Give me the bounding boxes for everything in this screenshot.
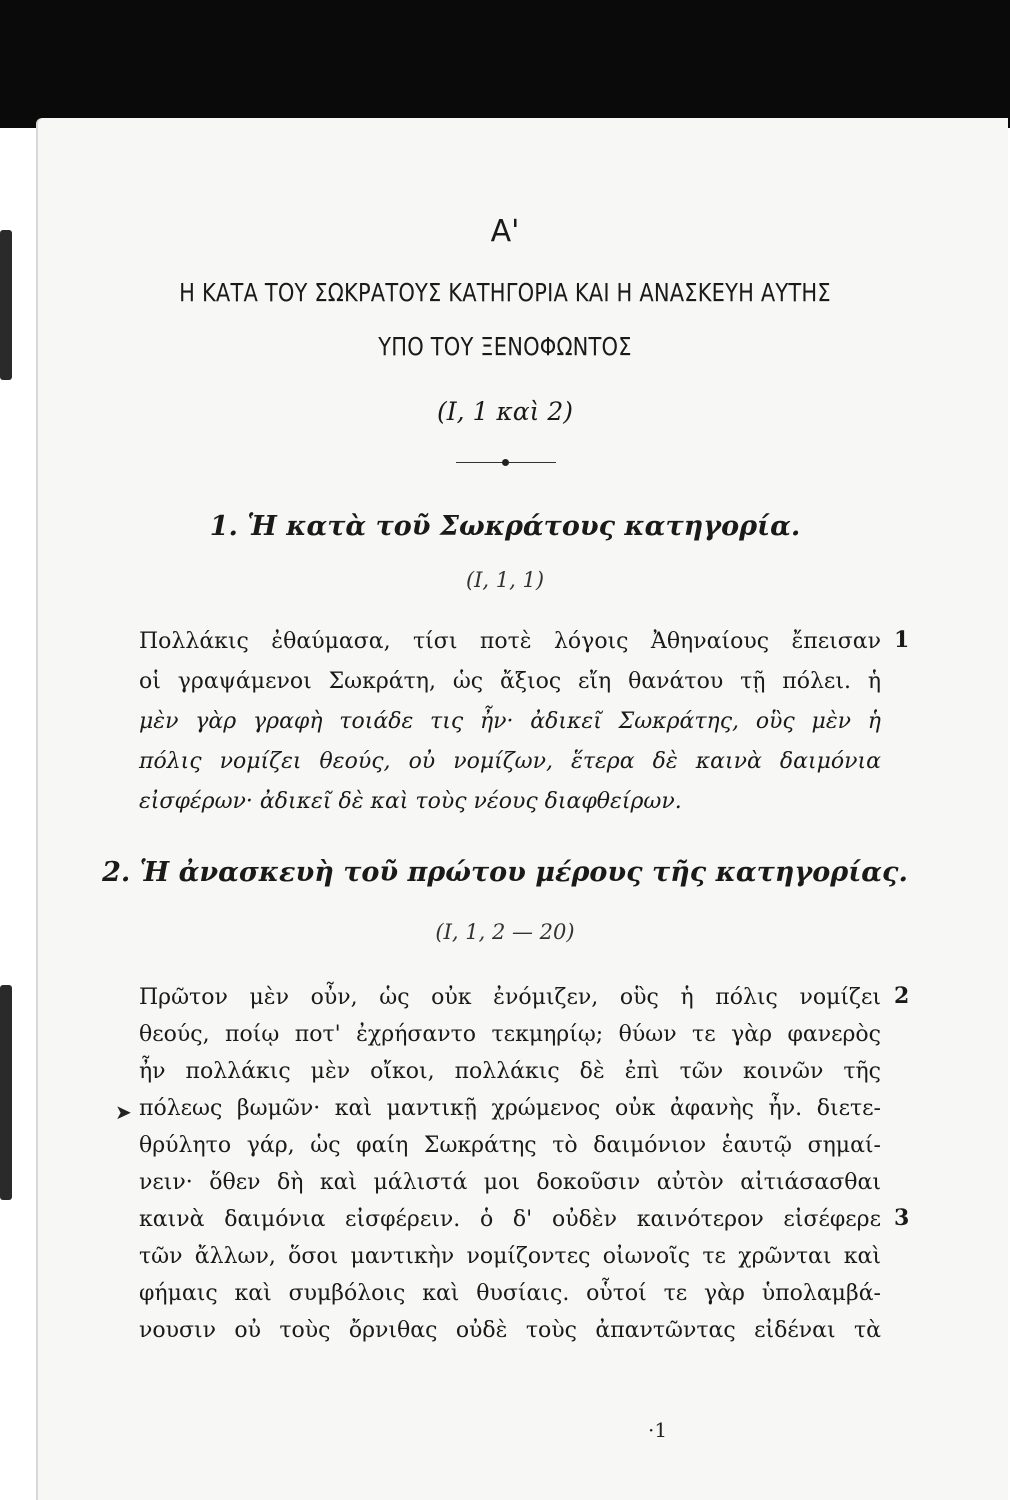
- section2-line: πόλεως βωμῶν· καὶ μαντικῇ χρώμενος οὐκ ἀφανὴς ἦν. διετε-: [139, 1096, 881, 1121]
- margin-number: 3: [894, 1205, 910, 1231]
- section1-reference: (Ι, 1, 1): [465, 568, 545, 592]
- section2-line: θεούς, ποίῳ ποτ' ἐχρήσαντο τεκμηρίῳ; θύων τε γὰρ φανερὸς: [139, 1022, 881, 1047]
- section1-line: οἱ γραψάμενοι Σωκράτη, ὡς ἄξιος εἴη θανάτου τῇ πόλει. ἡ: [139, 669, 881, 694]
- section2-heading: 2. Ἡ ἀνασκευὴ τοῦ πρώτου μέρους τῆς κατηγορίας.: [102, 857, 908, 888]
- section1-line: εἰσφέρων· ἀδικεῖ δὲ καὶ τοὺς νέους διαφθείρων.: [139, 789, 682, 814]
- section2-line: νειν· ὅθεν δὴ καὶ μάλιστά μοι δοκοῦσιν αὐτὸν αἰτιάσασθαι: [139, 1170, 881, 1195]
- section1-line: πόλις νομίζει θεούς, οὐ νομίζων, ἕτερα δὲ καινὰ δαιμόνια: [139, 749, 881, 774]
- section1-heading: 1. Ἡ κατὰ τοῦ Σωκράτους κατηγορία.: [209, 511, 801, 542]
- margin-number: 1: [894, 627, 910, 653]
- section2-line: τῶν ἄλλων, ὅσοι μαντικὴν νομίζοντες οἰωνοῖς τε χρῶνται καὶ: [139, 1244, 881, 1269]
- section2-line: ἦν πολλάκις μὲν οἴκοι, πολλάκις δὲ ἐπὶ τῶν κοινῶν τῆς: [139, 1059, 881, 1084]
- pointer-mark-icon: ➤: [115, 1100, 132, 1124]
- binding-edge-mark: [0, 230, 12, 380]
- section2-line: Πρῶτον μὲν οὖν, ὡς οὐκ ἐνόμιζεν, οὓς ἡ πόλις νομίζει: [139, 985, 881, 1010]
- section2-line: θρύλητο γάρ, ὡς φαίη Σωκράτης τὸ δαιμόνιον ἑαυτῷ σημαί-: [139, 1133, 881, 1158]
- chapter-title-line2: ΥΠΟ ΤΟΥ ΞΕΝΟΦΩΝΤΟΣ: [378, 332, 632, 361]
- section2-line: καινὰ δαιμόνια εἰσφέρειν. ὁ δ' οὐδὲν καινότερον εἰσέφερε: [139, 1207, 881, 1232]
- margin-number: 2: [894, 983, 910, 1009]
- footer-mark: ·1: [648, 1418, 668, 1442]
- section2-line: φήμαις καὶ συμβόλοις καὶ θυσίαις. οὗτοί τε γὰρ ὑπολαμβά-: [139, 1281, 881, 1306]
- chapter-reference: (Ι, 1 καὶ 2): [436, 397, 574, 426]
- divider-dot: [502, 459, 509, 466]
- section1-line: μὲν γὰρ γραφὴ τοιάδε τις ἦν· ἀδικεῖ Σωκράτης, οὓς μὲν ἡ: [139, 709, 881, 734]
- chapter-title-line1: Η ΚΑΤΑ ΤΟΥ ΣΩΚΡΑΤΟΥΣ ΚΑΤΗΓΟΡΙΑ ΚΑΙ Η ΑΝΑΣΚΕΥΗ ΑΥΤΗΣ: [179, 278, 831, 307]
- scan-top-border: [0, 0, 1010, 128]
- chapter-letter: Α': [490, 214, 520, 249]
- binding-edge-mark: [0, 985, 12, 1200]
- section2-reference: (Ι, 1, 2 — 20): [435, 920, 575, 944]
- section2-line: νουσιν οὐ τοὺς ὄρνιθας οὐδὲ τοὺς ἀπαντῶντας εἰδέναι τὰ: [139, 1318, 881, 1343]
- section1-line: Πολλάκις ἐθαύμασα, τίσι ποτὲ λόγοις Ἀθηναίους ἔπεισαν: [139, 629, 881, 654]
